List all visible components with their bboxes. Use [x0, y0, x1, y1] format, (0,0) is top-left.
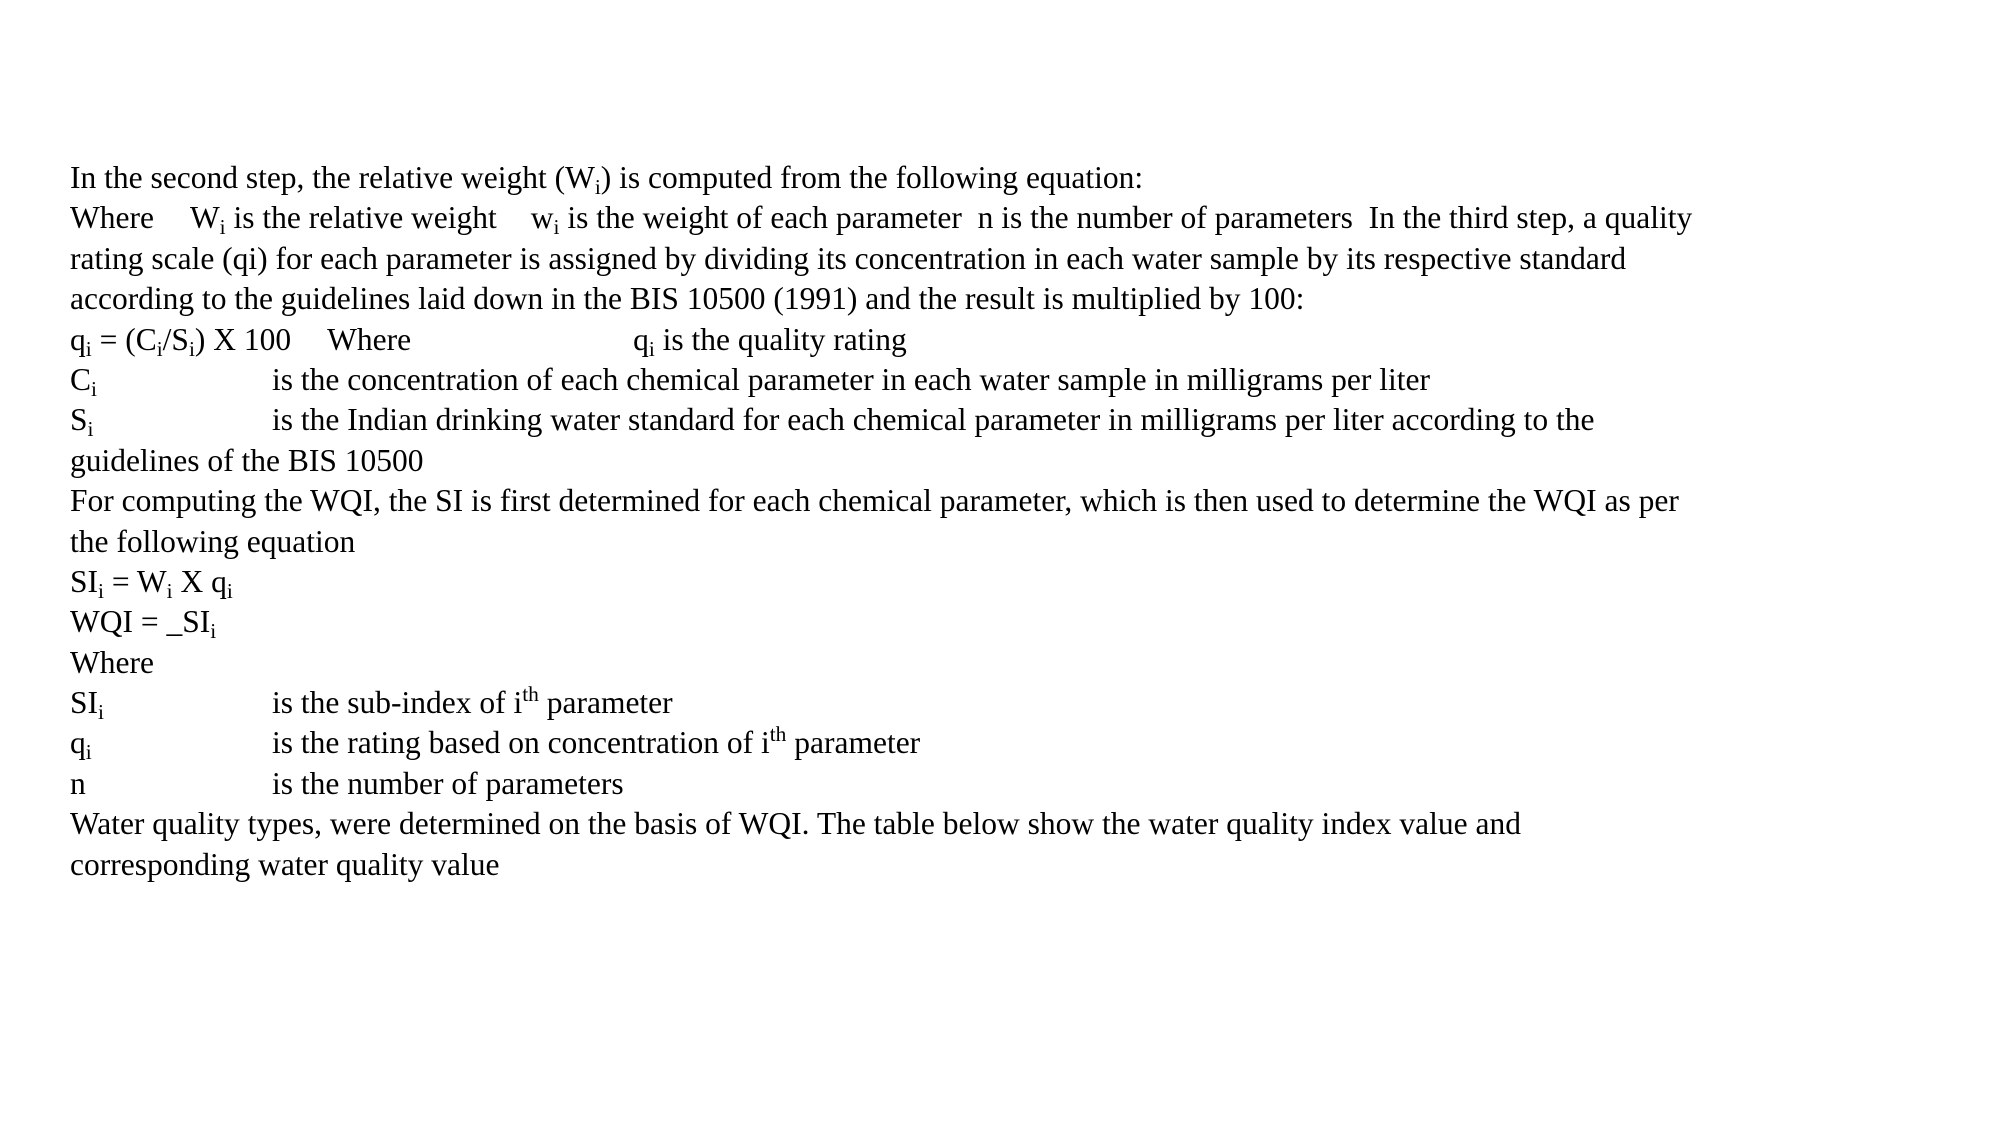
paragraph-line: the following equation [70, 523, 356, 559]
subscript: i [188, 336, 195, 361]
paragraph-line: Water quality types, were determined on the basis of WQI. The table below show the water quality index value and [70, 806, 1521, 842]
where-label-line: Where [70, 644, 154, 680]
c-definition-line [70, 360, 1930, 400]
symbol: q [70, 321, 86, 357]
s-definition-line [70, 400, 1930, 440]
document-body [70, 158, 1930, 885]
text: is the weight of each parameter [559, 200, 962, 236]
subscript: i [166, 578, 173, 603]
subscript: i [156, 336, 163, 361]
subscript: i [91, 376, 97, 401]
text: n is the number of parameters [977, 200, 1353, 236]
subscript: i [648, 336, 655, 361]
step2-intro-line [70, 158, 1930, 198]
symbol: SI [70, 563, 99, 599]
text: ) is computed from the following equation: [600, 160, 1144, 195]
q-definition-line [70, 723, 1930, 763]
subscript: i [98, 578, 104, 603]
definition-text: parameter [786, 725, 921, 761]
text: = W [103, 563, 167, 599]
symbol: SI [70, 685, 99, 721]
text: In the third step, a quality [1368, 200, 1693, 236]
q-equation-line [70, 320, 1930, 360]
definition-text: is the number of parameters [272, 765, 624, 801]
subscript: i [210, 619, 217, 644]
n-definition-line [70, 764, 1930, 804]
paragraph-line: corresponding water quality value [70, 846, 500, 882]
symbol: W [189, 200, 220, 236]
definition-text: is the concentration of each chemical parameter in each water sample in milligrams per liter [272, 361, 1430, 397]
subscript: i [226, 578, 233, 603]
text: In the second step, the relative weight (W [70, 160, 595, 195]
where-label: Where [327, 321, 412, 357]
text: X q [172, 563, 227, 599]
symbol: n [70, 765, 86, 801]
definition-text: is the rating based on concentration of i [272, 725, 770, 761]
subscript: i [219, 215, 226, 240]
paragraph-line: For computing the WQI, the SI is first determined for each chemical parameter, which is then used to determine the WQI as per [70, 483, 1679, 519]
symbol: S [70, 402, 88, 438]
wqi-equation-line [70, 602, 1930, 642]
si-equation-line [70, 562, 1930, 602]
superscript: th [769, 722, 787, 747]
definition-text: parameter [538, 685, 673, 721]
text: = (C [91, 321, 157, 357]
subscript: i [594, 174, 601, 199]
subscript: i [87, 417, 94, 442]
subscript: i [85, 740, 92, 765]
text: WQI = _SI [70, 604, 211, 640]
subscript: i [98, 700, 104, 725]
text: is the quality rating [654, 321, 907, 357]
symbol: q [633, 321, 649, 357]
symbol: q [70, 725, 86, 761]
where-label: Where [70, 200, 154, 236]
superscript: th [522, 682, 539, 707]
subscript: i [85, 336, 92, 361]
text: /S [162, 321, 189, 357]
symbol: w [530, 200, 554, 236]
definition-text: is the Indian drinking water standard for each chemical parameter in milligrams per liter according to the [272, 402, 1595, 438]
paragraph-line: guidelines of the BIS 10500 [70, 442, 424, 478]
paragraph-line: according to the guidelines laid down in the BIS 10500 (1991) and the result is multiplied by 100: [70, 281, 1305, 317]
si-definition-line [70, 683, 1930, 723]
text: ) X 100 [194, 321, 292, 357]
paragraph-line: rating scale (qi) for each parameter is assigned by dividing its concentration in each water sample by its respective standard [70, 240, 1627, 276]
subscript: i [553, 215, 560, 240]
definition-text: is the sub-index of i [272, 685, 523, 721]
where-definitions-line [70, 198, 1930, 238]
symbol: C [70, 361, 92, 397]
text: is the relative weight [225, 200, 497, 236]
